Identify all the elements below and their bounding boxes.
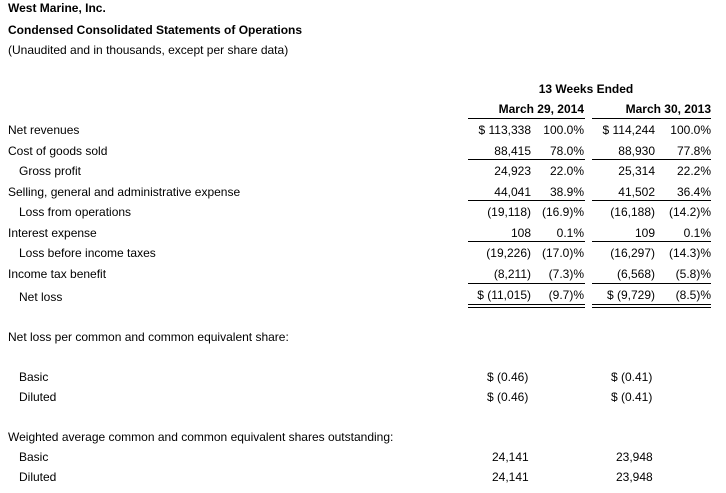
cell-value: 25,314 [618, 164, 655, 178]
shares-basic-2013: 23,948 [616, 450, 653, 464]
cell-value: 88,415 [494, 144, 531, 158]
per-share-diluted-2014: $ (0.46) [487, 390, 529, 404]
total-double-rule [468, 304, 585, 308]
cell-percent: (17.0)% [541, 246, 584, 260]
per-share-diluted-2013: $ (0.41) [611, 390, 653, 404]
per-share-basic-label: Basic [19, 370, 49, 384]
cell-percent: 0.1% [683, 226, 711, 240]
row-label-gross-profit: Gross profit [19, 164, 82, 178]
company-name: West Marine, Inc. [8, 1, 106, 15]
per-share-basic-2014: $ (0.46) [487, 370, 529, 384]
cell-value: $ 113,338 [478, 123, 531, 137]
cell-value: 88,930 [618, 144, 655, 158]
cell-percent: 77.8% [676, 144, 711, 158]
cell-value: $ 114,244 [602, 123, 655, 137]
shares-basic-label: Basic [19, 450, 49, 464]
shares-diluted-2014: 24,141 [492, 470, 529, 484]
statement-note: (Unaudited and in thousands, except per share data) [8, 43, 289, 57]
subtotal-rule [592, 159, 711, 160]
period-label: 13 Weeks Ended [538, 82, 634, 96]
cell-value: 44,041 [494, 185, 531, 199]
shares-basic-2014: 24,141 [492, 450, 529, 464]
subtotal-rule [468, 159, 585, 160]
cell-percent: (14.2)% [668, 205, 711, 219]
cell-percent: 100.0% [670, 123, 711, 137]
header-underline-2013 [592, 118, 711, 119]
row-label-loss-before-income-taxes: Loss before income taxes [19, 246, 156, 260]
cell-percent: 36.4% [676, 185, 711, 199]
cell-value: $ (11,015) [477, 288, 531, 302]
cell-value: (6,568) [616, 267, 655, 281]
cell-value: (19,226) [486, 246, 531, 260]
row-label-cost-of-goods-sold: Cost of goods sold [8, 144, 108, 158]
cell-value: (16,188) [610, 205, 655, 219]
per-share-heading: Net loss per common and common equivalent share: [8, 330, 289, 344]
row-label-loss-from-operations: Loss from operations [19, 205, 132, 219]
row-label-sga-expense: Selling, general and administrative expense [8, 185, 241, 199]
cell-percent: 78.0% [549, 144, 584, 158]
row-label-net-loss: Net loss [19, 290, 63, 304]
per-share-basic-2013: $ (0.41) [611, 370, 653, 384]
subtotal-rule [468, 200, 585, 201]
total-double-rule [592, 304, 711, 308]
subtotal-rule [468, 283, 585, 284]
row-label-interest-expense: Interest expense [8, 226, 97, 240]
column-header-2014: March 29, 2014 [498, 102, 584, 116]
column-header-2013: March 30, 2013 [625, 102, 711, 116]
shares-diluted-label: Diluted [19, 470, 57, 484]
cell-value: 41,502 [618, 185, 655, 199]
cell-value: (16,297) [610, 246, 655, 260]
statement-title: Condensed Consolidated Statements of Operations [8, 23, 303, 37]
shares-diluted-2013: 23,948 [616, 470, 653, 484]
cell-value: (19,118) [487, 205, 531, 219]
cell-value: $ (9,729) [606, 288, 655, 302]
shares-heading: Weighted average common and common equivalent shares outstanding: [8, 430, 394, 444]
cell-value: 24,923 [494, 164, 531, 178]
row-label-income-tax-benefit: Income tax benefit [8, 267, 107, 281]
header-underline-2014 [468, 118, 585, 119]
cell-percent: 100.0% [543, 123, 584, 137]
subtotal-rule [592, 283, 711, 284]
cell-percent: (7.3)% [548, 267, 584, 281]
row-label-net-revenues: Net revenues [8, 123, 80, 137]
cell-percent: (5.8)% [675, 267, 711, 281]
cell-percent: 22.2% [676, 164, 711, 178]
subtotal-rule [592, 200, 711, 201]
cell-value: (8,211) [493, 267, 531, 281]
cell-percent: (16.9)% [541, 205, 584, 219]
subtotal-rule [468, 241, 585, 242]
cell-percent: (9.7)% [548, 288, 584, 302]
period-label-wrap [460, 82, 711, 96]
subtotal-rule [592, 241, 711, 242]
cell-value: 109 [634, 226, 655, 240]
cell-percent: (8.5)% [675, 288, 711, 302]
cell-percent: 38.9% [549, 185, 584, 199]
per-share-diluted-label: Diluted [19, 390, 57, 404]
cell-percent: (14.3)% [668, 246, 711, 260]
cell-percent: 0.1% [556, 226, 584, 240]
cell-value: 108 [510, 226, 531, 240]
cell-percent: 22.0% [549, 164, 584, 178]
